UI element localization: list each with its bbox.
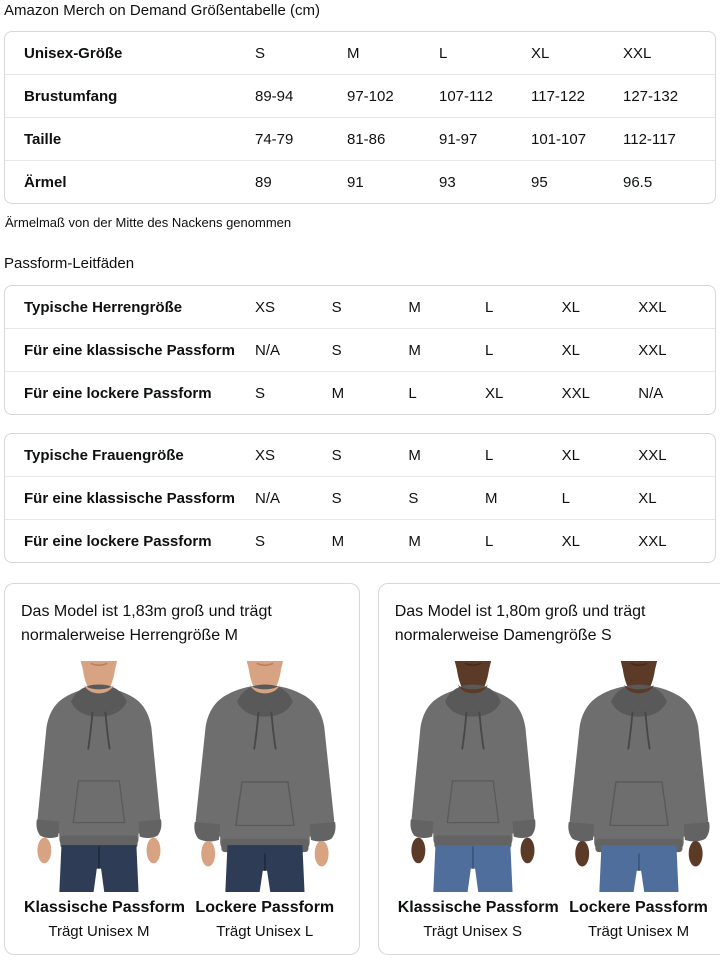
size-cell: L bbox=[484, 298, 494, 316]
size-cell: M bbox=[408, 298, 421, 316]
size-cell: XL bbox=[562, 329, 639, 372]
size-cell: 74-79 bbox=[255, 118, 347, 161]
size-cell: L bbox=[439, 44, 448, 62]
size-cell: 89 bbox=[255, 161, 347, 204]
row-label: Typische Frauengröße bbox=[24, 446, 184, 464]
size-cell: XXL bbox=[638, 446, 667, 464]
model-cards-row bbox=[4, 583, 716, 955]
size-cell: N/A bbox=[255, 329, 332, 372]
table-row bbox=[5, 520, 715, 563]
size-cell: M bbox=[332, 520, 409, 563]
size-cell: M bbox=[332, 372, 409, 415]
page-title: Amazon Merch on Demand Größentabelle (cm) bbox=[4, 2, 320, 19]
size-cell: XL bbox=[561, 298, 580, 316]
size-cell: XL bbox=[562, 520, 639, 563]
sleeve-measure-note: Ärmelmaß von der Mitte des Nackens genommen bbox=[5, 215, 292, 230]
size-cell: 107-112 bbox=[439, 75, 531, 118]
fit-label: Klassische Passform bbox=[24, 899, 185, 917]
size-cell: XXL bbox=[638, 329, 715, 372]
row-label: Für eine lockere Passform bbox=[5, 372, 255, 415]
size-cell: S bbox=[332, 477, 409, 520]
size-cell: XS bbox=[255, 446, 276, 464]
figures-row bbox=[393, 661, 719, 941]
size-cell: 97-102 bbox=[347, 75, 439, 118]
mens-fit-table bbox=[4, 285, 716, 415]
size-cell: S bbox=[255, 520, 332, 563]
fit-label: Klassische Passform bbox=[397, 899, 559, 917]
size-cell: 96.5 bbox=[623, 161, 715, 204]
size-cell: S bbox=[332, 329, 409, 372]
figure-classic-fit bbox=[397, 661, 559, 941]
size-cell: XXL bbox=[623, 44, 652, 62]
row-label: Taille bbox=[5, 118, 255, 161]
male-model-card bbox=[4, 583, 360, 955]
table-row bbox=[5, 75, 715, 118]
size-cell: S bbox=[255, 372, 332, 415]
size-cell: 101-107 bbox=[531, 118, 623, 161]
table-row bbox=[5, 118, 715, 161]
size-cell: 127-132 bbox=[623, 75, 715, 118]
female-model-card bbox=[378, 583, 720, 955]
size-cell: XL bbox=[561, 446, 580, 464]
table-row bbox=[5, 161, 715, 204]
size-cell: 81-86 bbox=[347, 118, 439, 161]
size-cell: XL bbox=[638, 477, 715, 520]
size-cell: L bbox=[485, 520, 562, 563]
size-cell: S bbox=[408, 477, 485, 520]
model-photo-male-loose bbox=[190, 661, 340, 892]
worn-size-label: Trägt Unisex M bbox=[48, 923, 150, 941]
worn-size-label: Trägt Unisex M bbox=[587, 923, 690, 941]
table-row bbox=[5, 477, 715, 520]
fit-label: Lockere Passform bbox=[569, 899, 708, 917]
size-cell: S bbox=[331, 446, 342, 464]
unisex-size-table bbox=[4, 31, 716, 204]
row-label: Für eine lockere Passform bbox=[5, 520, 255, 563]
row-label: Brustumfang bbox=[5, 75, 255, 118]
figure-loose-fit bbox=[190, 661, 340, 941]
size-cell: M bbox=[408, 329, 485, 372]
size-cell: S bbox=[331, 298, 342, 316]
row-label: Unisex-Größe bbox=[24, 44, 123, 62]
model-photo-female-loose bbox=[564, 661, 714, 892]
size-cell: 91-97 bbox=[439, 118, 531, 161]
size-cell: N/A bbox=[638, 372, 715, 415]
model-description: Das Model ist 1,83m groß und trägt normalerweise Herrengröße M bbox=[21, 603, 272, 644]
size-cell: XS bbox=[255, 298, 276, 316]
figure-classic-fit bbox=[24, 661, 185, 941]
model-description: Das Model ist 1,80m groß und trägt normalerweise Damengröße S bbox=[394, 603, 646, 644]
size-cell: 112-117 bbox=[623, 118, 715, 161]
size-cell: S bbox=[255, 44, 266, 62]
row-label: Ärmel bbox=[5, 161, 255, 204]
size-cell: XXL bbox=[638, 520, 715, 563]
row-label: Für eine klassische Passform bbox=[5, 329, 255, 372]
size-cell: XXL bbox=[562, 372, 639, 415]
womens-fit-table bbox=[4, 433, 716, 563]
size-cell: L bbox=[485, 329, 562, 372]
size-cell: XXL bbox=[638, 298, 667, 316]
size-cell: M bbox=[347, 44, 360, 62]
size-cell: 93 bbox=[439, 161, 531, 204]
size-cell: N/A bbox=[255, 477, 332, 520]
size-cell: 95 bbox=[531, 161, 623, 204]
size-cell: M bbox=[485, 477, 562, 520]
fit-guides-heading: Passform-Leitfäden bbox=[4, 255, 135, 272]
size-cell: 89-94 bbox=[255, 75, 347, 118]
worn-size-label: Trägt Unisex L bbox=[216, 923, 314, 941]
model-photo-female-classic bbox=[398, 661, 548, 892]
size-cell: XL bbox=[531, 44, 550, 62]
size-cell: M bbox=[408, 446, 421, 464]
size-cell: XL bbox=[485, 372, 562, 415]
size-cell: 91 bbox=[347, 161, 439, 204]
size-cell: L bbox=[408, 372, 485, 415]
fit-label: Lockere Passform bbox=[195, 899, 335, 917]
table-row bbox=[5, 329, 715, 372]
table-row bbox=[5, 32, 715, 75]
figure-loose-fit bbox=[564, 661, 714, 941]
table-row bbox=[5, 286, 715, 329]
model-photo-male-classic bbox=[24, 661, 174, 892]
row-label: Für eine klassische Passform bbox=[5, 477, 255, 520]
size-cell: L bbox=[562, 477, 639, 520]
row-label: Typische Herrengröße bbox=[24, 298, 183, 316]
worn-size-label: Trägt Unisex S bbox=[423, 923, 522, 941]
size-cell: 117-122 bbox=[531, 75, 623, 118]
figures-row bbox=[19, 661, 345, 941]
table-row bbox=[5, 434, 715, 477]
size-cell: M bbox=[408, 520, 485, 563]
size-cell: L bbox=[484, 446, 494, 464]
table-row bbox=[5, 372, 715, 415]
